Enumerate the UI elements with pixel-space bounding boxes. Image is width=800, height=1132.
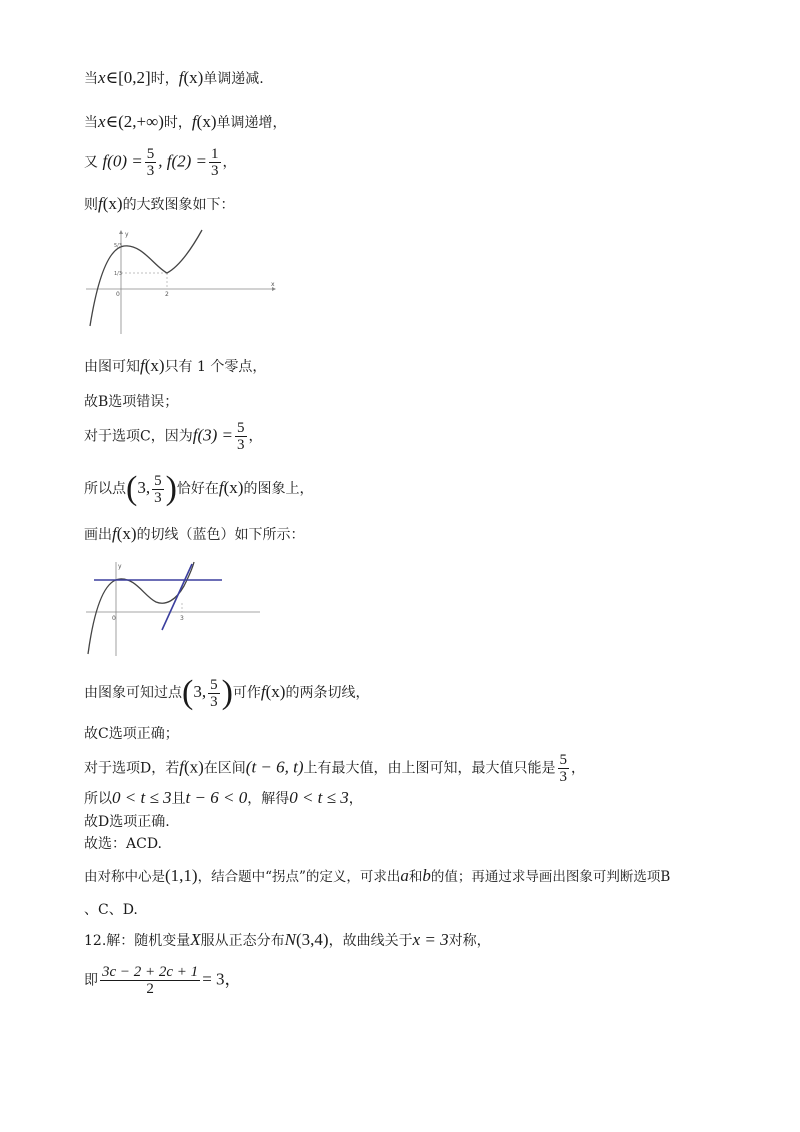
text-line-10: 由图象可知过点(3, $\frac{5}{3}$ )可作f(x)的两条切线， — [84, 674, 370, 711]
text-line-12: 对于选项D，若f(x)在区间(t − 6, t)上有最大值，由上图可知，最大值只能是 $\frac{5}{3}$ ， — [84, 752, 586, 785]
x-tick-label: 3 — [180, 615, 184, 622]
text-line-4: 则f(x)的大致图象如下： — [84, 194, 235, 213]
text-line-6: 故B选项错误； — [84, 394, 179, 410]
origin-label: 0 — [116, 291, 120, 298]
text-line-18: 12.解：随机变量X服从正态分布N(3,4)，故曲线关于x = 3对称， — [84, 930, 491, 949]
y-label: y — [118, 563, 122, 570]
text-line-17: 、C、D. — [84, 902, 138, 918]
text-line-14: 故D选项正确. — [84, 814, 170, 830]
text-line-15: 故选：ACD. — [84, 836, 162, 852]
y-tick-label: 5/3 — [114, 243, 123, 249]
text-line-1: 当x∈[0,2]时，f(x)单调递减. — [84, 68, 264, 87]
fraction: $\frac{5}{3}$ — [559, 752, 568, 785]
fraction: $\frac{1}{3}$ — [211, 146, 219, 179]
text-line-16: 由对称中心是(1,1)，结合题中“拐点”的定义，可求出a和b的值；再通过求导画出图象可判断选项B — [84, 866, 671, 885]
fraction: $\frac{5}{3}$ — [237, 420, 245, 453]
fraction: $\frac{5}{3}$ — [210, 676, 218, 710]
text-line-7: 对于选项C，因为f(3) = $\frac{5}{3}$ ， — [84, 420, 263, 453]
x-tick-label: 2 — [165, 291, 169, 298]
fraction: $\frac{5}{3}$ — [154, 472, 162, 506]
curve — [90, 230, 202, 326]
function-graph — [84, 226, 284, 336]
text-line-8: 所以点(3, $\frac{5}{3}$ )恰好在f(x)的图象上， — [84, 470, 314, 507]
fraction: $\frac{3c - 2 + 2c + 1}{2}$ — [102, 964, 199, 997]
tangent-graph — [84, 558, 264, 658]
text-line-9: 画出f(x)的切线（蓝色）如下所示： — [84, 524, 305, 543]
text-line-11: 故C选项正确； — [84, 726, 179, 742]
fraction: $\frac{5}{3}$ — [146, 146, 155, 179]
curve — [88, 562, 194, 654]
text-line-3: 又 f(0) = $\frac{5}{3}$ , f(2) = $\frac{1}{3}$ ， — [84, 146, 237, 179]
y-tick-label: 1/3 — [114, 271, 123, 277]
text-line-5: 由图可知f(x)只有 1 个零点， — [84, 356, 267, 375]
slanted-tangent-line — [162, 564, 192, 630]
y-label: y — [125, 231, 129, 238]
text-line-2: 当x∈(2,+∞)时，f(x)单调递增， — [84, 112, 287, 131]
y-axis-arrow-icon — [119, 230, 123, 234]
x-label: x — [271, 281, 275, 288]
text-line-13: 所以0 < t ≤ 3且t − 6 < 0，解得0 < t ≤ 3， — [84, 788, 363, 807]
text-line-19: 即 $\frac{3c - 2 + 2c + 1}{2}$ = 3， — [84, 964, 242, 997]
origin-label: 0 — [112, 615, 116, 622]
